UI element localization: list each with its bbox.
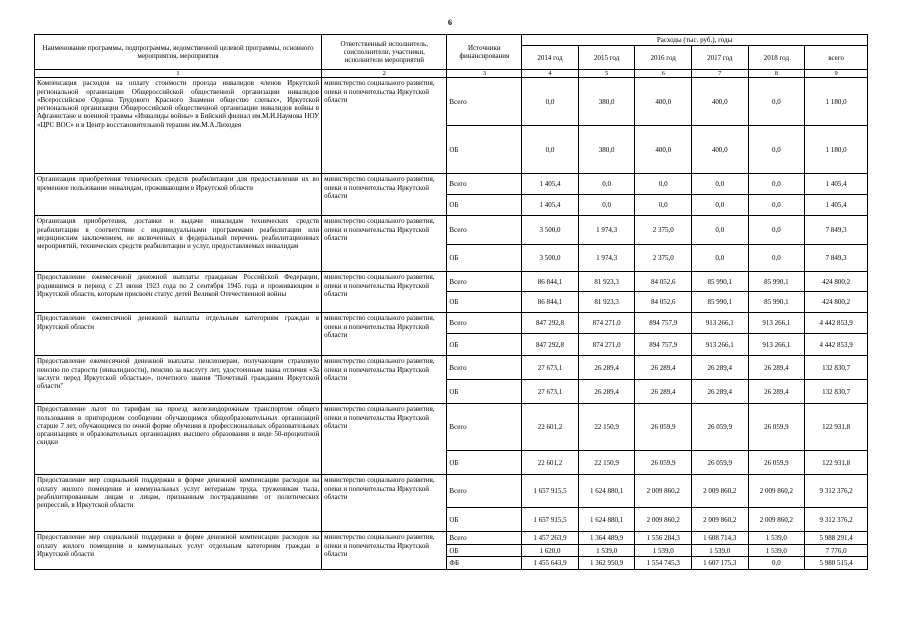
- activity-name: Предоставление мер социальной поддержки в форме денежной компенсации расходов на оплату жилого помещения и коммунальных услуг отдельным категориям граждан в Иркутской области: [35, 532, 322, 570]
- funding-source: Всего: [447, 272, 522, 292]
- header-year: 2018 год: [748, 46, 805, 70]
- funding-source: ОБ: [447, 126, 522, 174]
- column-number: 1: [35, 70, 322, 78]
- total-value: 424 800,2: [805, 272, 868, 292]
- year-value: 26 289,4: [748, 356, 805, 380]
- funding-source: ФБ: [447, 557, 522, 570]
- page-number: 6: [448, 18, 452, 27]
- year-value: 400,0: [692, 78, 749, 126]
- year-value: 81 923,3: [578, 292, 635, 313]
- year-value: 86 844,1: [522, 292, 579, 313]
- year-value: 1 539,0: [578, 545, 635, 557]
- column-numbers-row: [35, 70, 868, 78]
- year-value: 874 271,0: [578, 334, 635, 356]
- header-name: Наименование программы, подпрограммы, ведомственной целевой программы, основного мероприятия, мероприятия: [35, 35, 322, 70]
- year-value: 894 757,9: [635, 334, 692, 356]
- year-value: 81 923,3: [578, 272, 635, 292]
- year-value: 1 624 880,1: [578, 475, 635, 508]
- total-value: 122 931,8: [805, 404, 868, 451]
- year-value: 0,0: [748, 245, 805, 272]
- header-year: 2016 год: [635, 46, 692, 70]
- year-value: 0,0: [692, 245, 749, 272]
- year-value: 26 059,9: [692, 451, 749, 475]
- year-value: 85 990,1: [692, 292, 749, 313]
- total-value: 424 800,2: [805, 292, 868, 313]
- year-value: 85 990,1: [748, 272, 805, 292]
- year-value: 0,0: [578, 174, 635, 195]
- year-value: 0,0: [692, 174, 749, 195]
- year-value: 380,0: [578, 126, 635, 174]
- funding-source: Всего: [447, 216, 522, 245]
- activity-name: Предоставление мер социальной поддержки в форме денежной компенсации расходов на оплату жилого помещения и коммунальных услуг ветеранам труда, труженикам тыла, реабилитированным лицам и лицам, признанным пострадавшими от политических репрессий, в Иркутской области: [35, 475, 322, 532]
- year-value: 0,0: [692, 195, 749, 216]
- executor: министерство социального развития, опеки и попечительства Иркутской области: [322, 404, 447, 475]
- table-row: [35, 532, 868, 545]
- header-year: 2017 год: [692, 46, 749, 70]
- year-value: 26 059,9: [748, 451, 805, 475]
- table-row: [35, 174, 868, 195]
- activity-name: Организация приобретения технических средств реабилитации для предоставления их во временное пользование инвалидам, проживающим в Иркутской области: [35, 174, 322, 216]
- year-value: 0,0: [635, 195, 692, 216]
- year-value: 27 673,1: [522, 380, 579, 404]
- funding-source: ОБ: [447, 245, 522, 272]
- year-value: 0,0: [748, 78, 805, 126]
- funding-source: Всего: [447, 475, 522, 508]
- year-value: 874 271,0: [578, 313, 635, 334]
- year-value: 26 289,4: [692, 356, 749, 380]
- year-value: 85 990,1: [748, 292, 805, 313]
- year-value: 0,0: [635, 174, 692, 195]
- year-value: 26 289,4: [635, 380, 692, 404]
- year-value: 847 292,8: [522, 334, 579, 356]
- funding-source: ОБ: [447, 545, 522, 557]
- year-value: 380,0: [578, 78, 635, 126]
- year-value: 84 052,6: [635, 292, 692, 313]
- total-value: 132 830,7: [805, 380, 868, 404]
- total-value: 7 776,0: [805, 545, 868, 557]
- table-row: [35, 356, 868, 380]
- total-value: 132 830,7: [805, 356, 868, 380]
- funding-source: Всего: [447, 356, 522, 380]
- funding-source: Всего: [447, 313, 522, 334]
- funding-source: Всего: [447, 174, 522, 195]
- header-executor: Ответственный исполнитель, соисполнители, участники, исполнители мероприятий: [322, 35, 447, 70]
- year-value: 85 990,1: [692, 272, 749, 292]
- column-number: 3: [447, 70, 522, 78]
- funding-source: ОБ: [447, 508, 522, 532]
- year-value: 1 657 915,5: [522, 508, 579, 532]
- total-value: 5 980 515,4: [805, 557, 868, 570]
- funding-source: ОБ: [447, 195, 522, 216]
- total-value: 1 405,4: [805, 195, 868, 216]
- year-value: 0,0: [522, 126, 579, 174]
- activity-name: Предоставление льгот по тарифам на проезд железнодорожным транспортом общего пользования в пригородном сообщении обучающимся общеобразовательных организаций старше 7 лет, обучающимся по очной форме обучения в профессиональных образовательных организациях и образовательных организациях высшего образования в виде 50-процентной скидки: [35, 404, 322, 475]
- year-value: 847 292,8: [522, 313, 579, 334]
- year-value: 894 757,9: [635, 313, 692, 334]
- activity-name: Предоставление ежемесячной денежной выплаты пенсионерам, получающим страховую пенсию по старости (инвалидности), пенсию за выслугу лет, удостоенным знака отличия «За заслуги перед Иркутской областью», почетного звания "Почетный гражданин Иркутской области": [35, 356, 322, 404]
- year-value: 26 059,9: [692, 404, 749, 451]
- year-value: 400,0: [635, 126, 692, 174]
- year-value: 26 059,9: [635, 451, 692, 475]
- column-number: 6: [635, 70, 692, 78]
- year-value: 26 289,4: [692, 380, 749, 404]
- funding-source: Всего: [447, 404, 522, 451]
- year-value: 0,0: [578, 195, 635, 216]
- year-value: 2 009 860,2: [635, 508, 692, 532]
- year-value: 913 266,1: [748, 313, 805, 334]
- header-total: всего: [805, 46, 868, 70]
- year-value: 1 620,0: [522, 545, 579, 557]
- executor: министерство социального развития, опеки и попечительства Иркутской области: [322, 272, 447, 313]
- year-value: 86 844,1: [522, 272, 579, 292]
- total-value: 4 442 853,9: [805, 334, 868, 356]
- total-value: 1 405,4: [805, 174, 868, 195]
- year-value: 22 601,2: [522, 451, 579, 475]
- year-value: 400,0: [692, 126, 749, 174]
- year-value: 1 455 643,9: [522, 557, 579, 570]
- year-value: 84 052,6: [635, 272, 692, 292]
- year-value: 1 539,0: [748, 545, 805, 557]
- year-value: 22 150,9: [578, 451, 635, 475]
- year-value: 1 556 284,3: [635, 532, 692, 545]
- year-value: 22 601,2: [522, 404, 579, 451]
- total-value: 4 442 853,9: [805, 313, 868, 334]
- year-value: 1 539,0: [692, 545, 749, 557]
- year-value: 27 673,1: [522, 356, 579, 380]
- funding-source: Всего: [447, 78, 522, 126]
- table-row: [35, 216, 868, 245]
- year-value: 2 009 860,2: [635, 475, 692, 508]
- year-value: 0,0: [748, 195, 805, 216]
- funding-source: ОБ: [447, 451, 522, 475]
- year-value: 0,0: [748, 216, 805, 245]
- total-value: 5 988 291,4: [805, 532, 868, 545]
- activity-name: Компенсация расходов на оплату стоимости проезда инвалидов членов Иркутской региональной организации Общероссийской общественной организации инвалидов «Всероссийское Ордена Трудового Красного Знамени общество слепых», Иркутской региональной организации Общероссийской общественной организации инвалидов войны в Афганистане и военной травмы «Инвалиды войны» в Бийский филиал им.М.И.Наумова НОУ «ЦРС ВОС» и в Центр восстановительной терапии им.М.А.Лиходея: [35, 78, 322, 174]
- column-number: 2: [322, 70, 447, 78]
- total-value: 1 180,0: [805, 126, 868, 174]
- year-value: 2 009 860,2: [748, 508, 805, 532]
- year-value: 2 009 860,2: [692, 508, 749, 532]
- column-number: 4: [522, 70, 579, 78]
- executor: министерство социального развития, опеки и попечительства Иркутской области: [322, 532, 447, 570]
- year-value: 2 375,0: [635, 216, 692, 245]
- executor: министерство социального развития, опеки и попечительства Иркутской области: [322, 475, 447, 532]
- year-value: 913 266,1: [692, 313, 749, 334]
- year-value: 1 457 263,9: [522, 532, 579, 545]
- activity-name: Предоставление ежемесячной денежной выплаты гражданам Российской Федерации, родившимся в период с 23 июня 1923 года по 2 сентября 1945 года и проживающим в Иркутской области, которым присвоен статус детей Великой Отечественной войны: [35, 272, 322, 313]
- year-value: 2 375,0: [635, 245, 692, 272]
- year-value: 26 289,4: [748, 380, 805, 404]
- executor: министерство социального развития, опеки и попечительства Иркутской области: [322, 216, 447, 272]
- year-value: 1 657 915,5: [522, 475, 579, 508]
- year-value: 26 059,9: [635, 404, 692, 451]
- column-number: 9: [805, 70, 868, 78]
- executor: министерство социального развития, опеки и попечительства Иркутской области: [322, 174, 447, 216]
- year-value: 1 405,4: [522, 174, 579, 195]
- total-value: 1 180,0: [805, 78, 868, 126]
- year-value: 26 289,4: [635, 356, 692, 380]
- column-number: 5: [578, 70, 635, 78]
- year-value: 2 009 860,2: [748, 475, 805, 508]
- header-year: 2015 год: [578, 46, 635, 70]
- column-number: 8: [748, 70, 805, 78]
- funding-source: ОБ: [447, 380, 522, 404]
- year-value: 1 405,4: [522, 195, 579, 216]
- table-row: [35, 313, 868, 334]
- year-value: 26 289,4: [578, 380, 635, 404]
- expenses-table: [34, 34, 868, 570]
- year-value: 1 974,3: [578, 216, 635, 245]
- year-value: 0,0: [748, 174, 805, 195]
- year-value: 1 362 950,9: [578, 557, 635, 570]
- table-row: [35, 272, 868, 292]
- year-value: 1 607 175,3: [692, 557, 749, 570]
- funding-source: ОБ: [447, 292, 522, 313]
- total-value: 9 312 376,2: [805, 508, 868, 532]
- funding-source: Всего: [447, 532, 522, 545]
- year-value: 1 608 714,3: [692, 532, 749, 545]
- year-value: 0,0: [748, 126, 805, 174]
- year-value: 2 009 860,2: [692, 475, 749, 508]
- year-value: 26 289,4: [578, 356, 635, 380]
- table-row: [35, 78, 868, 126]
- year-value: 26 059,9: [748, 404, 805, 451]
- total-value: 7 849,3: [805, 216, 868, 245]
- year-value: 3 500,0: [522, 216, 579, 245]
- executor: министерство социального развития, опеки и попечительства Иркутской области: [322, 313, 447, 356]
- activity-name: Организация приобретения, доставки и выдачи инвалидам технических средств реабилитации в соответствии с индивидуальными программами реабилитации или медицинским заключением, не включенных в федеральный перечень реабилитационных мероприятий, технических средств реабилитации и услуг, предоставляемых инвалидам: [35, 216, 322, 272]
- column-number: 7: [692, 70, 749, 78]
- table-row: [35, 475, 868, 508]
- year-value: 0,0: [748, 557, 805, 570]
- activity-name: Предоставление ежемесячной денежной выплаты отдельным категориям граждан в Иркутской области: [35, 313, 322, 356]
- header-expenses: Расходы (тыс. руб.), годы: [522, 35, 868, 46]
- executor: министерство социального развития, опеки и попечительства Иркутской области: [322, 356, 447, 404]
- year-value: 0,0: [692, 216, 749, 245]
- year-value: 913 266,1: [692, 334, 749, 356]
- header-source: Источники финансирования: [447, 35, 522, 70]
- total-value: 122 931,8: [805, 451, 868, 475]
- year-value: 1 364 489,9: [578, 532, 635, 545]
- year-value: 1 624 880,1: [578, 508, 635, 532]
- total-value: 9 312 376,2: [805, 475, 868, 508]
- header-year: 2014 год: [522, 46, 579, 70]
- total-value: 7 849,3: [805, 245, 868, 272]
- year-value: 3 500,0: [522, 245, 579, 272]
- year-value: 913 266,1: [748, 334, 805, 356]
- year-value: 1 539,0: [748, 532, 805, 545]
- table-row: [35, 404, 868, 451]
- executor: министерство социального развития, опеки и попечительства Иркутской области: [322, 78, 447, 174]
- year-value: 22 150,9: [578, 404, 635, 451]
- year-value: 1 554 745,3: [635, 557, 692, 570]
- year-value: 1 539,0: [635, 545, 692, 557]
- funding-source: ОБ: [447, 334, 522, 356]
- year-value: 400,0: [635, 78, 692, 126]
- year-value: 1 974,3: [578, 245, 635, 272]
- year-value: 0,0: [522, 78, 579, 126]
- table-body: [35, 78, 868, 570]
